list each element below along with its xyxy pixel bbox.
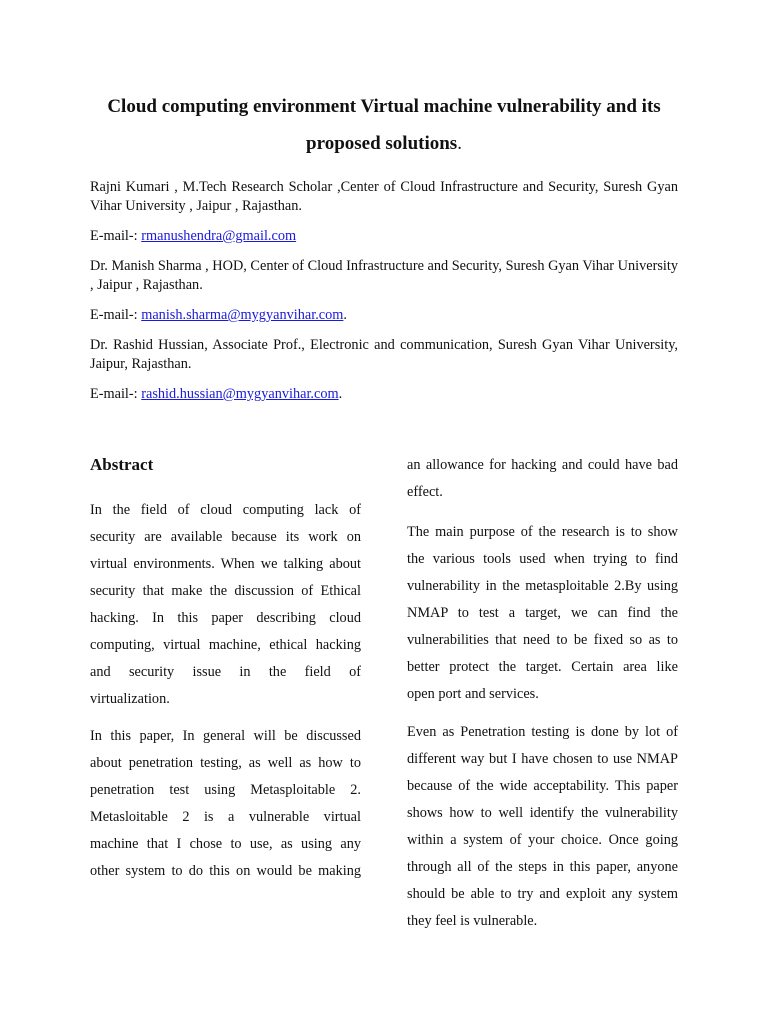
- text-line: vulnerabilities that need to be fixed so as to: [407, 632, 678, 648]
- text-line: penetration test using Metasploitable 2.: [90, 782, 361, 798]
- text-line: through all of the steps in this paper, anyone: [407, 859, 678, 875]
- abstract-left-paragraph-1: [90, 497, 361, 713]
- abstract-left-paragraph-2: [90, 723, 361, 885]
- paper-title: [80, 88, 688, 162]
- author-3-info: Dr. Rashid Hussian, Associate Prof., Electronic and communication, Suresh Gyan Vihar University, Jaipur, Rajasthan.: [90, 337, 678, 372]
- text-line: better protect the target. Certain area like: [407, 659, 678, 675]
- text-line: security are available because its work on: [90, 529, 361, 545]
- text-line: because of the wide acceptability. This paper: [407, 778, 678, 794]
- text-line: security that make the discussion of Ethical: [90, 583, 361, 599]
- author-3-email-line: [90, 385, 678, 404]
- text-line: virtualization.: [90, 691, 170, 707]
- abstract-right-paragraph-1: [407, 519, 678, 708]
- author-3-email-link[interactable]: rashid.hussian@mygyanvihar.com: [141, 386, 339, 402]
- abstract-heading: Abstract: [90, 455, 154, 474]
- text-line: other system to do this on would be making: [90, 863, 361, 879]
- email-label: E-mail-:: [90, 307, 142, 323]
- text-line: different way but I have chosen to use NMAP: [407, 751, 678, 767]
- text-line: effect.: [407, 484, 443, 500]
- text-line: they feel is vulnerable.: [407, 913, 538, 929]
- text-line: machine that I chose to use, as using any: [90, 836, 361, 852]
- author-1-email-link[interactable]: rmanushendra@gmail.com: [141, 228, 297, 244]
- author-1-email-line: [90, 227, 678, 246]
- email-suffix: .: [338, 386, 343, 402]
- text-line: Even as Penetration testing is done by lot of: [407, 724, 678, 740]
- email-suffix: .: [343, 307, 347, 323]
- text-line: The main purpose of the research is to show: [407, 524, 678, 540]
- text-line: the various tools used when trying to find: [407, 551, 678, 567]
- text-line: an allowance for hacking and could have bad: [407, 457, 678, 473]
- author-2-info: Dr. Manish Sharma , HOD, Center of Cloud Infrastructure and Security, Suresh Gyan Vihar University , Jaipur , Rajasthan.: [90, 258, 678, 293]
- paper-title-period: .: [457, 133, 462, 154]
- text-line: computing, virtual machine, ethical hacking: [90, 637, 361, 653]
- abstract-right-paragraph-0: [407, 452, 678, 506]
- text-line: In the field of cloud computing lack of: [90, 502, 361, 518]
- text-line: open port and services.: [407, 686, 539, 702]
- text-line: virtual environments. When we talking about: [90, 556, 361, 572]
- text-line: NMAP to test a target, we can find the: [407, 605, 678, 621]
- email-label: E-mail-:: [90, 228, 142, 244]
- text-line: vulnerability in the metasploitable 2.By using: [407, 578, 678, 594]
- text-line: hacking. In this paper describing cloud: [90, 610, 361, 626]
- abstract-right-paragraph-2: [407, 719, 678, 935]
- author-2-email-line: [90, 306, 678, 325]
- text-line: Metasloitable 2 is a vulnerable virtual: [90, 809, 361, 825]
- email-label: E-mail-:: [90, 386, 142, 402]
- text-line: within a system of your choice. Once going: [407, 832, 678, 848]
- text-line: shows how to well identify the vulnerability: [407, 805, 678, 821]
- text-line: and security issue in the field of: [90, 664, 361, 680]
- text-line: about penetration testing, as well as how to: [90, 755, 361, 771]
- text-line: In this paper, In general will be discussed: [90, 728, 361, 744]
- paper-title-text: Cloud computing environment Virtual machine vulnerability and its proposed solutions: [107, 96, 661, 154]
- author-1-info: Rajni Kumari , M.Tech Research Scholar ,Center of Cloud Infrastructure and Security, Suresh Gyan Vihar University , Jaipur , Rajasthan.: [90, 179, 678, 214]
- text-line: should be able to try and exploit any system: [407, 886, 678, 902]
- author-2-email-link[interactable]: manish.sharma@mygyanvihar.com: [141, 307, 344, 323]
